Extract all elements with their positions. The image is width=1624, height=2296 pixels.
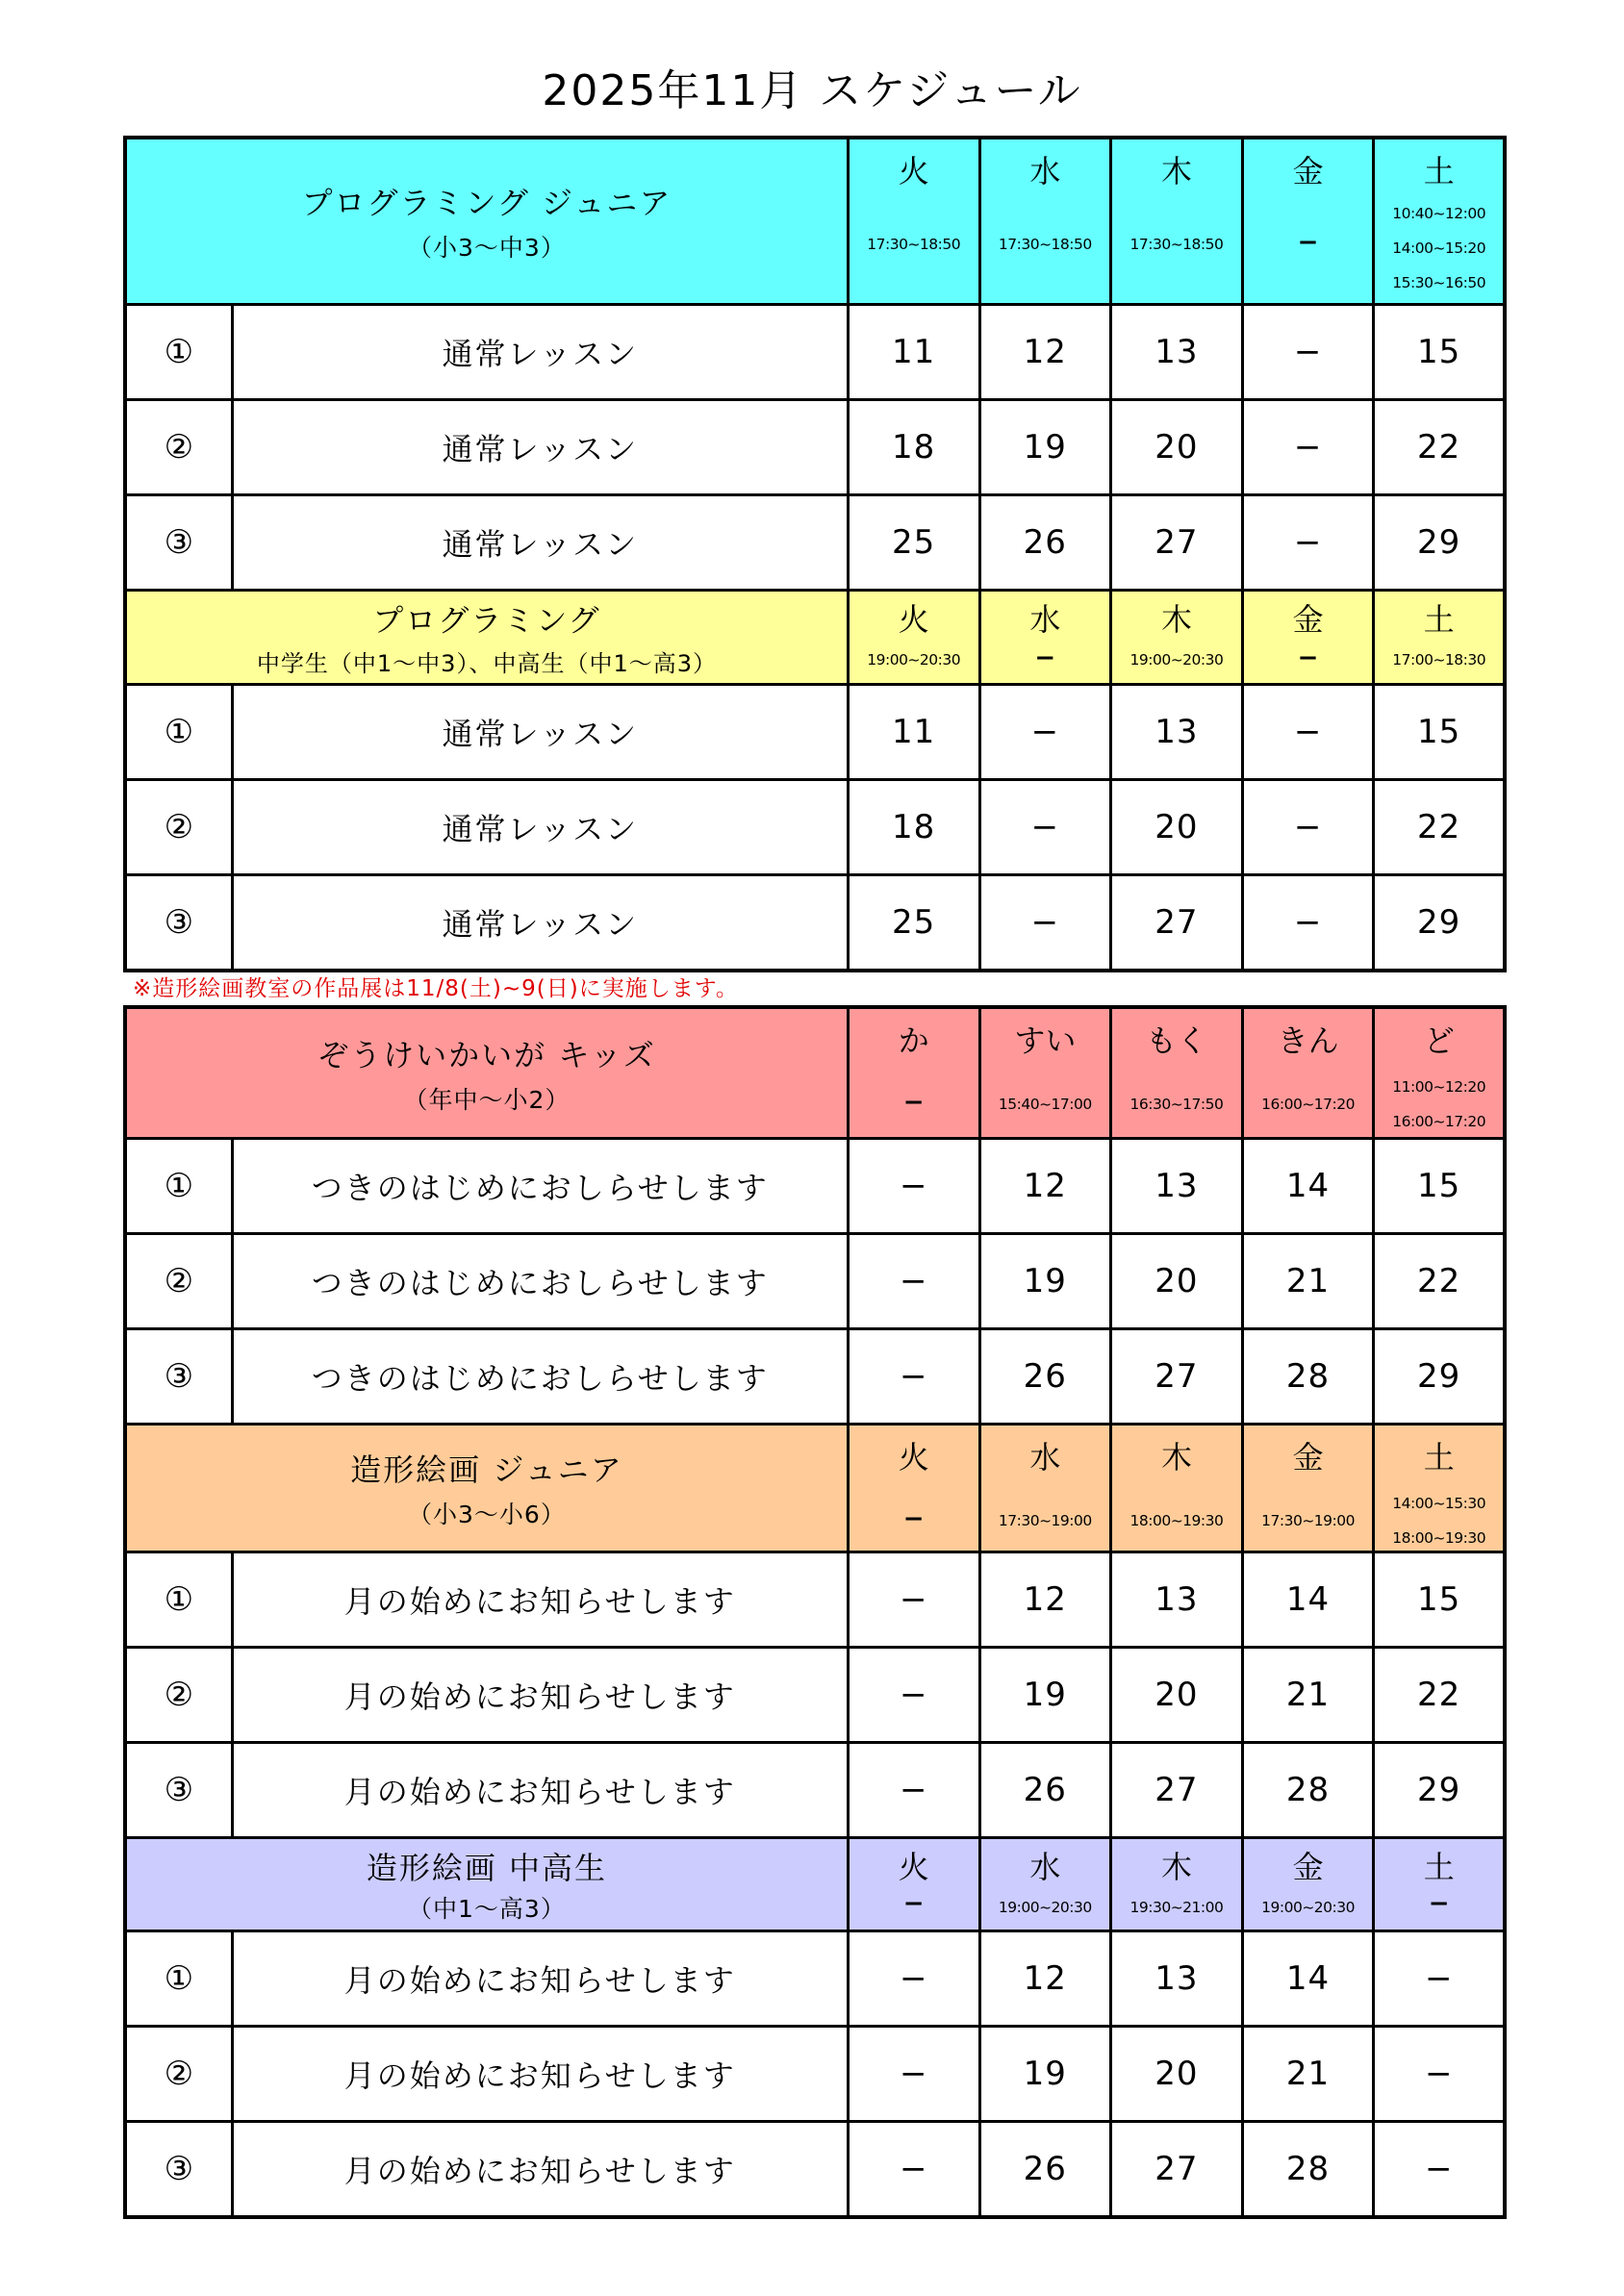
table-row (127, 1930, 1503, 2025)
day-header (1109, 139, 1241, 303)
day-time: 14:00~15:20 (1392, 240, 1486, 257)
day-time: 16:00~17:20 (1392, 1113, 1486, 1130)
date-cell: − (847, 1649, 978, 1741)
date-cell: 27 (1109, 2123, 1241, 2215)
date-cell: − (847, 1140, 978, 1232)
row-number: ③ (164, 1771, 194, 1809)
day-label: 火 (898, 1849, 929, 1885)
date-cell: 15 (1372, 686, 1503, 778)
table-row (127, 1741, 1503, 1836)
section-header-zoukei-chukou (127, 1836, 1503, 1930)
row-number: ① (164, 713, 194, 751)
day-time: 14:00~15:30 (1392, 1495, 1486, 1512)
row-number: ③ (164, 523, 194, 562)
lesson-label: つきのはじめにおしらせします (231, 1140, 847, 1232)
day-label: もく (1145, 1022, 1207, 1059)
course-grade: （中1～高3） (408, 1895, 566, 1923)
course-grade: 中学生（中1～中3）、中高生（中1～高3） (256, 650, 717, 677)
lesson-label: 月の始めにお知らせします (231, 2028, 847, 2120)
date-cell: 22 (1372, 1235, 1503, 1327)
lesson-label: 通常レッスン (231, 781, 847, 873)
day-header (978, 1009, 1110, 1137)
day-time: 17:30~18:50 (1129, 236, 1224, 253)
table-row (127, 2120, 1503, 2215)
day-header (1109, 1009, 1241, 1137)
row-number: ② (164, 1676, 194, 1714)
lesson-label: 通常レッスン (231, 876, 847, 969)
day-header (1241, 1426, 1373, 1551)
date-cell: 22 (1372, 1649, 1503, 1741)
date-cell: 21 (1241, 1649, 1373, 1741)
day-time: − (1297, 228, 1319, 257)
day-label: 火 (898, 601, 929, 638)
date-cell: 12 (978, 1553, 1110, 1646)
day-label: 水 (1029, 1439, 1061, 1476)
day-time: 18:00~19:30 (1392, 1529, 1486, 1547)
day-label: 土 (1423, 153, 1455, 189)
date-cell: − (847, 1235, 978, 1327)
day-label: 水 (1029, 153, 1061, 189)
date-cell: 18 (847, 401, 978, 493)
date-cell: 20 (1109, 401, 1241, 493)
course-name: 造形絵画 中高生 (366, 1850, 608, 1886)
date-cell: 20 (1109, 1235, 1241, 1327)
date-cell: 28 (1241, 1744, 1373, 1836)
course-name: ぞうけいかいが キッズ (317, 1036, 656, 1073)
day-header (1109, 1839, 1241, 1930)
day-label: 金 (1292, 153, 1324, 189)
day-header (978, 1426, 1110, 1551)
day-header (1372, 1839, 1503, 1930)
day-header (978, 1839, 1110, 1930)
date-cell: − (1241, 686, 1373, 778)
day-time: 15:40~17:00 (998, 1096, 1092, 1113)
programming-schedule-table (123, 136, 1507, 972)
day-time: 19:00~20:30 (867, 651, 961, 669)
row-number: ① (164, 333, 194, 371)
course-name: プログラミング ジュニア (301, 185, 672, 221)
page-title: 2025年11月 スケジュール (542, 66, 1082, 115)
lesson-label: 月の始めにお知らせします (231, 2123, 847, 2215)
course-grade: （年中～小2） (403, 1085, 571, 1114)
table-row (127, 303, 1503, 398)
day-label: 木 (1160, 153, 1192, 189)
date-cell: 13 (1109, 686, 1241, 778)
day-label: 金 (1292, 1439, 1324, 1476)
date-cell: 29 (1372, 1744, 1503, 1836)
day-header (1241, 139, 1373, 303)
table-row (127, 2025, 1503, 2120)
date-cell: 26 (978, 2123, 1110, 2215)
day-header (1241, 1009, 1373, 1137)
table-row (127, 683, 1503, 778)
day-header (1109, 1426, 1241, 1551)
day-header (1241, 592, 1373, 683)
date-cell: 28 (1241, 2123, 1373, 2215)
day-label: 火 (898, 153, 929, 189)
date-cell: − (847, 1744, 978, 1836)
course-grade: （小3～小6） (408, 1501, 566, 1528)
date-cell: 19 (978, 1235, 1110, 1327)
date-cell: − (847, 1553, 978, 1646)
date-cell: − (847, 1330, 978, 1423)
date-cell: 13 (1109, 1140, 1241, 1232)
day-label: 木 (1160, 1439, 1192, 1476)
date-cell: 14 (1241, 1553, 1373, 1646)
date-cell: 22 (1372, 781, 1503, 873)
lesson-label: 月の始めにお知らせします (231, 1932, 847, 2025)
lesson-label: 通常レッスン (231, 686, 847, 778)
row-number: ② (164, 1262, 194, 1300)
date-cell: − (1241, 401, 1373, 493)
date-cell: − (847, 1932, 978, 2025)
day-label: 土 (1423, 601, 1455, 638)
date-cell: − (847, 2028, 978, 2120)
date-cell: − (847, 2123, 978, 2215)
date-cell: 26 (978, 1744, 1110, 1836)
date-cell: 12 (978, 1932, 1110, 2025)
day-time: 19:00~20:30 (1129, 651, 1224, 669)
date-cell: 20 (1109, 1649, 1241, 1741)
table-row (127, 778, 1503, 873)
table-row (127, 398, 1503, 493)
date-cell: 27 (1109, 1330, 1241, 1423)
date-cell: 19 (978, 401, 1110, 493)
date-cell: 15 (1372, 1140, 1503, 1232)
date-cell: − (1241, 876, 1373, 969)
day-label: 水 (1029, 1849, 1061, 1885)
course-grade: （小3～中3） (408, 234, 566, 262)
row-number: ② (164, 2055, 194, 2093)
course-name: 造形絵画 ジュニア (350, 1451, 623, 1488)
day-time: 17:30~18:50 (998, 236, 1092, 253)
day-label: 土 (1423, 1849, 1455, 1885)
day-time: 17:30~18:50 (867, 236, 961, 253)
lesson-label: 月の始めにお知らせします (231, 1744, 847, 1836)
date-cell: 22 (1372, 401, 1503, 493)
course-name-cell (127, 139, 847, 303)
day-label: か (898, 1022, 929, 1059)
day-header (1372, 1009, 1503, 1137)
date-cell: 26 (978, 496, 1110, 589)
date-cell: − (1372, 2028, 1503, 2120)
date-cell: 29 (1372, 1330, 1503, 1423)
art-schedule-table (123, 1005, 1507, 2219)
date-cell: − (978, 876, 1110, 969)
day-header (978, 592, 1110, 683)
course-name-cell (127, 1839, 847, 1930)
exhibition-note: ※造形絵画教室の作品展は11/8(土)~9(日)に実施します。 (133, 976, 739, 1001)
date-cell: 13 (1109, 306, 1241, 398)
date-cell: 14 (1241, 1932, 1373, 2025)
day-label: すい (1014, 1022, 1077, 1059)
date-cell: 12 (978, 306, 1110, 398)
day-time: 15:30~16:50 (1392, 274, 1486, 291)
row-number: ② (164, 808, 194, 846)
day-header (1372, 139, 1503, 303)
date-cell: 26 (978, 1330, 1110, 1423)
table-row (127, 1646, 1503, 1741)
table-row (127, 1551, 1503, 1646)
date-cell: 13 (1109, 1932, 1241, 2025)
date-cell: − (1372, 1932, 1503, 2025)
lesson-label: 通常レッスン (231, 496, 847, 589)
day-time: − (1297, 643, 1319, 672)
date-cell: 13 (1109, 1553, 1241, 1646)
day-time: 19:00~20:30 (998, 1899, 1092, 1916)
date-cell: 20 (1109, 781, 1241, 873)
date-cell: 20 (1109, 2028, 1241, 2120)
course-name-cell (127, 1009, 847, 1137)
date-cell: 15 (1372, 306, 1503, 398)
lesson-label: 月の始めにお知らせします (231, 1649, 847, 1741)
course-name-cell (127, 592, 847, 683)
row-number: ② (164, 428, 194, 467)
day-header (847, 139, 978, 303)
row-number: ① (164, 1580, 194, 1619)
day-header (847, 1426, 978, 1551)
date-cell: 21 (1241, 1235, 1373, 1327)
section-header-programming-middle (127, 589, 1503, 683)
day-time: 11:00~12:20 (1392, 1078, 1486, 1096)
day-label: 木 (1160, 601, 1192, 638)
day-label: 土 (1423, 1439, 1455, 1476)
lesson-label: 月の始めにお知らせします (231, 1553, 847, 1646)
day-time: 16:00~17:20 (1261, 1096, 1355, 1113)
day-time: − (902, 1889, 925, 1918)
day-time: − (902, 1504, 925, 1533)
day-time: 16:30~17:50 (1129, 1096, 1224, 1113)
day-time: 17:00~18:30 (1392, 651, 1486, 669)
day-header (1109, 592, 1241, 683)
day-time: 19:30~21:00 (1129, 1899, 1224, 1916)
course-name: プログラミング (372, 602, 601, 639)
date-cell: 11 (847, 306, 978, 398)
day-time: − (1428, 1889, 1450, 1918)
date-cell: 29 (1372, 496, 1503, 589)
section-header-programming-junior (127, 139, 1503, 303)
section-header-zoukei-kids (127, 1009, 1503, 1137)
date-cell: 14 (1241, 1140, 1373, 1232)
day-header (1372, 1426, 1503, 1551)
table-row (127, 1327, 1503, 1423)
table-row (127, 1137, 1503, 1232)
day-header (847, 1009, 978, 1137)
day-label: 金 (1292, 601, 1324, 638)
day-header (847, 592, 978, 683)
date-cell: 27 (1109, 1744, 1241, 1836)
day-time: − (902, 1088, 925, 1117)
lesson-label: つきのはじめにおしらせします (231, 1330, 847, 1423)
table-row (127, 493, 1503, 589)
table-row (127, 1232, 1503, 1327)
day-label: 水 (1029, 601, 1061, 638)
day-time: 10:40~12:00 (1392, 205, 1486, 222)
day-time: 17:30~19:00 (1261, 1512, 1355, 1529)
day-label: ど (1423, 1022, 1455, 1059)
day-label: 火 (898, 1439, 929, 1476)
day-header (847, 1839, 978, 1930)
table-row (127, 873, 1503, 969)
day-time: 17:30~19:00 (998, 1512, 1092, 1529)
date-cell: 11 (847, 686, 978, 778)
day-label: きん (1277, 1022, 1339, 1059)
row-number: ③ (164, 1357, 194, 1396)
section-header-zoukei-junior (127, 1423, 1503, 1551)
day-time: − (1034, 643, 1056, 672)
row-number: ③ (164, 2150, 194, 2188)
date-cell: 25 (847, 876, 978, 969)
lesson-label: 通常レッスン (231, 401, 847, 493)
date-cell: 28 (1241, 1330, 1373, 1423)
date-cell: 19 (978, 2028, 1110, 2120)
date-cell: 15 (1372, 1553, 1503, 1646)
row-number: ③ (164, 903, 194, 942)
date-cell: 21 (1241, 2028, 1373, 2120)
day-header (1372, 592, 1503, 683)
date-cell: 18 (847, 781, 978, 873)
date-cell: 27 (1109, 876, 1241, 969)
date-cell: 19 (978, 1649, 1110, 1741)
row-number: ① (164, 1167, 194, 1205)
date-cell: − (1241, 306, 1373, 398)
day-header (1241, 1839, 1373, 1930)
date-cell: − (1372, 2123, 1503, 2215)
date-cell: − (1241, 496, 1373, 589)
date-cell: − (1241, 781, 1373, 873)
lesson-label: 通常レッスン (231, 306, 847, 398)
date-cell: 27 (1109, 496, 1241, 589)
day-label: 木 (1160, 1849, 1192, 1885)
day-label: 金 (1292, 1849, 1324, 1885)
day-time: 18:00~19:30 (1129, 1512, 1224, 1529)
date-cell: − (978, 781, 1110, 873)
row-number: ① (164, 1959, 194, 1998)
date-cell: 12 (978, 1140, 1110, 1232)
lesson-label: つきのはじめにおしらせします (231, 1235, 847, 1327)
date-cell: − (978, 686, 1110, 778)
day-time: 19:00~20:30 (1261, 1899, 1355, 1916)
date-cell: 29 (1372, 876, 1503, 969)
date-cell: 25 (847, 496, 978, 589)
course-name-cell (127, 1426, 847, 1551)
day-header (978, 139, 1110, 303)
